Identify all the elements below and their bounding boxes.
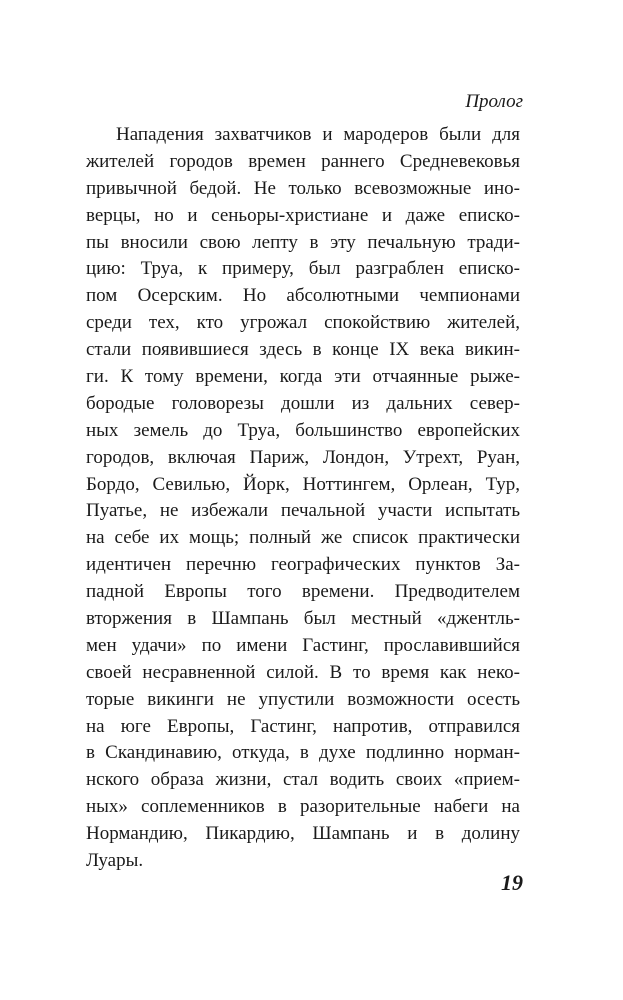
text-line: торые викинги не упустили возможности осесть [86,688,520,710]
text-line: ных земель до Труа, большинство европейских [86,419,520,441]
text-line: городов, включая Париж, Лондон, Утрехт, Руан, [86,446,520,468]
text-line: цию: Труа, к примеру, был разграблен еписко- [86,258,520,280]
text-line: своей несравненной силой. В то время как неко- [86,661,520,683]
text-line: на юге Европы, Гастинг, напротив, отправился [86,715,520,737]
text-line: бородые головорезы дошли из дальних север- [86,392,520,414]
text-line: среди тех, кто угрожал спокойствию жителей, [86,312,520,334]
text-line: нского образа жизни, стал водить своих «прием- [86,769,520,791]
text-line: падной Европы того времени. Предводителем [86,581,520,603]
text-line: Нормандию, Пикардию, Шампань и в долину [86,823,520,845]
text-line: Луары. [86,850,144,872]
text-line: ги. К тому времени, когда эти отчаянные рыже- [86,366,520,388]
running-head-title: Пролог [465,91,523,112]
text-line: стали появившиеся здесь в конце IX века викин- [86,339,520,361]
text-line: ных» соплеменников в разорительные набеги на [86,796,520,818]
page-number: 19 [501,870,523,895]
text-line: пом Осерским. Но абсолютными чемпионами [86,285,520,307]
text-line: Пуатье, не избежали печальной участи испытать [86,500,520,522]
text-line: верцы, но и сеньоры-христиане и даже еписко- [86,204,520,226]
text-line: жителей городов времен раннего Средневековья [86,150,520,172]
text-line: идентичен перечню географических пунктов За- [86,554,520,576]
text-line: мен удачи» по имени Гастинг, прославившийся [86,634,520,656]
text-line: Бордо, Севилью, Йорк, Ноттингем, Орлеан, Тур, [86,473,520,495]
text-line: пы вносили свою лепту в эту печальную тради- [86,231,520,253]
text-line: на себе их мощь; полный же список практически [86,527,520,549]
text-line: привычной бедой. Не только всевозможные ино- [86,177,520,199]
text-line: Нападения захватчиков и мародеров были для [116,124,520,145]
body-text [86,122,520,875]
text-line: вторжения в Шампань был местный «джентль- [86,608,520,630]
text-line: в Скандинавию, откуда, в духе подлинно норман- [86,742,520,764]
